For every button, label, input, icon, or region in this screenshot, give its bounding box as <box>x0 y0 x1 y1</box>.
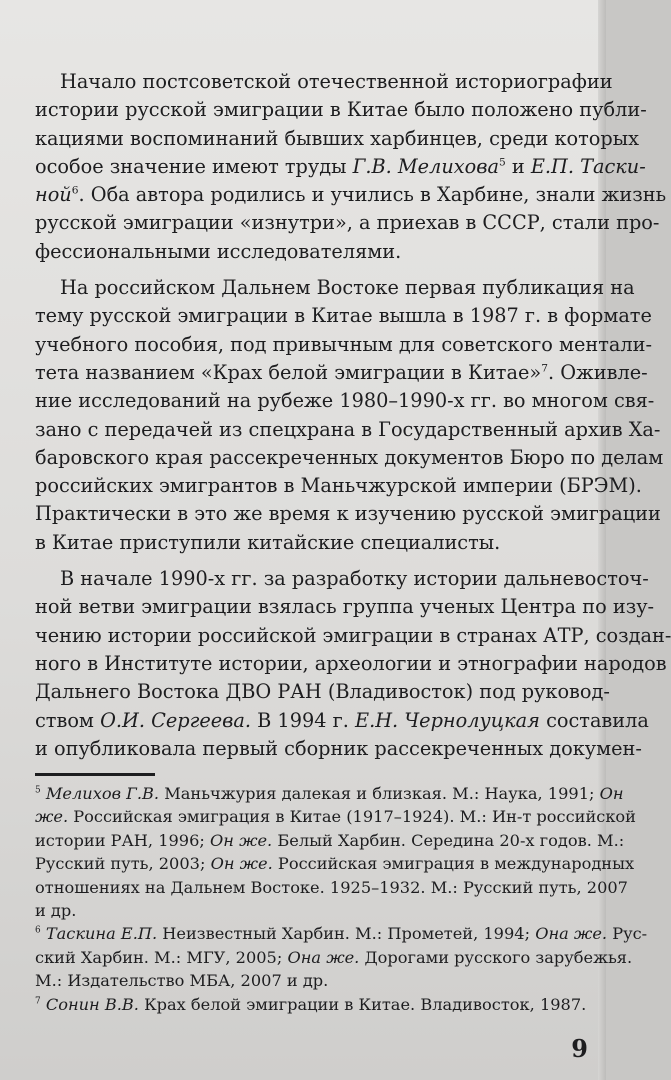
footnote <box>35 782 636 922</box>
text-run: Белый Харбин. Середина 20-х годов. М.: <box>272 830 625 850</box>
text-line <box>35 302 652 330</box>
text-run: кациями воспоминаний бывших харбинцев, среди которых <box>35 126 639 150</box>
text-run: составила <box>539 708 649 732</box>
text-line <box>35 993 585 1016</box>
text-line <box>35 707 649 735</box>
text-line <box>35 650 667 678</box>
text-line <box>35 238 585 266</box>
text-line <box>35 678 610 706</box>
text-run: Дорогами русского зарубежья. <box>359 947 633 967</box>
footnote <box>35 922 648 992</box>
text-run: истории русской эмиграции в Китае было положено публи- <box>35 98 647 122</box>
italic-text: Е.П. Таски- <box>530 154 646 178</box>
text-run: и др. <box>35 901 77 921</box>
text-run: Крах белой эмиграции в Китае. Владивосток, 1987. <box>138 994 587 1014</box>
text-line <box>35 359 648 387</box>
italic-text: Она же. <box>287 947 360 967</box>
text-run: ной ветви эмиграции взялась группа ученых Центра по изу- <box>35 595 655 619</box>
text-run: и опубликовала первый сборник рассекреченных докумен- <box>35 736 642 760</box>
paragraph <box>35 68 667 266</box>
main-text <box>35 68 671 771</box>
text-run: российских эмигрантов в Маньчжурской империи (БРЭМ). <box>35 474 642 498</box>
text-line <box>35 622 671 650</box>
text-line <box>35 805 636 828</box>
italic-text: Он <box>599 784 624 803</box>
text-line <box>35 782 624 805</box>
italic-text: Он же. <box>210 854 273 874</box>
italic-text: Он же. <box>210 830 273 850</box>
text-run: истории РАН, 1996; <box>35 830 210 850</box>
italic-text: О.И. Сергеева. <box>100 708 251 732</box>
italic-text: Сонин В.В. <box>45 994 139 1014</box>
text-run: ством <box>35 708 101 732</box>
text-run: Практически в это же время к изучению русской эмиграции <box>35 502 661 526</box>
text-line <box>35 96 647 124</box>
text-line <box>35 472 642 500</box>
text-run: чению истории российской эмиграции в странах АТР, создан- <box>35 623 671 647</box>
italic-text: же. <box>35 807 69 827</box>
text-run: . Оживле- <box>547 360 648 384</box>
text-line <box>35 444 664 472</box>
text-line <box>35 68 613 96</box>
text-run: Российская эмиграция в международных <box>272 854 635 874</box>
footnote-marker: 5 <box>498 155 506 169</box>
text-line <box>35 416 661 444</box>
italic-text: Мелихов Г.В. <box>45 784 160 803</box>
text-run: Дальнего Востока ДВО РАН (Владивосток) под руковод- <box>35 680 610 704</box>
text-run: . Оба автора родились и учились в Харбине, знали жизнь <box>78 183 667 207</box>
text-line <box>35 829 625 852</box>
text-run: русской эмиграции «изнутри», а приехав в СССР, стали про- <box>35 211 660 235</box>
text-line <box>35 593 655 621</box>
text-line <box>35 331 653 359</box>
text-line <box>35 500 661 528</box>
text-line <box>35 735 642 763</box>
text-line <box>35 565 649 593</box>
footnote <box>35 993 585 1016</box>
text-run: Неизвестный Харбин. М.: Прометей, 1994; <box>157 924 536 944</box>
footnote-marker: 7 <box>35 996 41 1007</box>
text-line <box>35 209 660 237</box>
text-run: тему русской эмиграции в Китае вышла в 1987 г. в формате <box>35 304 652 328</box>
text-line <box>35 181 667 209</box>
text-run: Маньчжурия далекая и близкая. М.: Наука, 1991; <box>159 784 600 803</box>
paragraph <box>35 565 671 763</box>
text-line <box>35 125 639 153</box>
text-run: в Китае приступили китайские специалисты. <box>35 530 501 554</box>
text-run: ного в Институте истории, археологии и этнографии народов <box>35 651 667 675</box>
text-run: На российском Дальнем Востоке первая публикация на <box>60 276 635 300</box>
footnotes <box>35 782 648 1016</box>
text-run: В 1994 г. <box>251 708 355 732</box>
text-line <box>35 529 585 557</box>
italic-text: Е.Н. Чернолуцкая <box>355 708 540 732</box>
text-run: особое значение имеют труды <box>35 154 353 178</box>
text-run: Русский путь, 2003; <box>35 854 211 874</box>
text-run: Рус- <box>607 924 648 944</box>
text-run: В начале 1990-х гг. за разработку истории дальневосточ- <box>60 567 649 591</box>
footnote-separator <box>35 773 155 776</box>
italic-text: Она же. <box>535 924 608 944</box>
text-run: тета названием «Крах белой эмиграции в Китае» <box>35 360 542 384</box>
italic-text: Таскина Е.П. <box>45 924 158 944</box>
text-run: баровского края рассекреченных документов Бюро по делам <box>35 445 664 469</box>
text-line <box>35 969 585 992</box>
footnote-marker: 6 <box>71 183 79 197</box>
footnote-marker: 6 <box>35 926 41 937</box>
text-line <box>35 274 635 302</box>
italic-text: ной <box>35 183 72 207</box>
text-line <box>35 899 585 922</box>
paragraph <box>35 274 664 557</box>
text-run: и <box>505 154 531 178</box>
footnote-marker: 7 <box>541 361 548 375</box>
text-run: учебного пособия, под привычным для советского ментали- <box>35 332 653 356</box>
text-line <box>35 387 655 415</box>
text-run: ский Харбин. М.: МГУ, 2005; <box>35 947 288 967</box>
text-run: М.: Издательство МБА, 2007 и др. <box>35 971 329 991</box>
text-line <box>35 153 646 181</box>
page-number: 9 <box>571 1034 588 1063</box>
text-run: зано с передачей из спецхрана в Государственный архив Ха- <box>35 417 661 441</box>
text-line <box>35 852 635 875</box>
text-run: ние исследований на рубеже 1980–1990-х гг. во многом свя- <box>35 389 655 413</box>
footnote-marker: 5 <box>35 785 41 796</box>
text-line <box>35 922 648 945</box>
italic-text: Г.В. Мелихова <box>352 154 499 178</box>
text-run: Российская эмиграция в Китае (1917–1924). М.: Ин-т российской <box>68 807 636 827</box>
text-line <box>35 876 628 899</box>
text-run: отношениях на Дальнем Востоке. 1925–1932. М.: Русский путь, 2007 <box>35 877 628 897</box>
text-run: фессиональными исследователями. <box>35 239 402 263</box>
text-run: Начало постсоветской отечественной историографии <box>60 70 613 93</box>
text-line <box>35 946 633 969</box>
